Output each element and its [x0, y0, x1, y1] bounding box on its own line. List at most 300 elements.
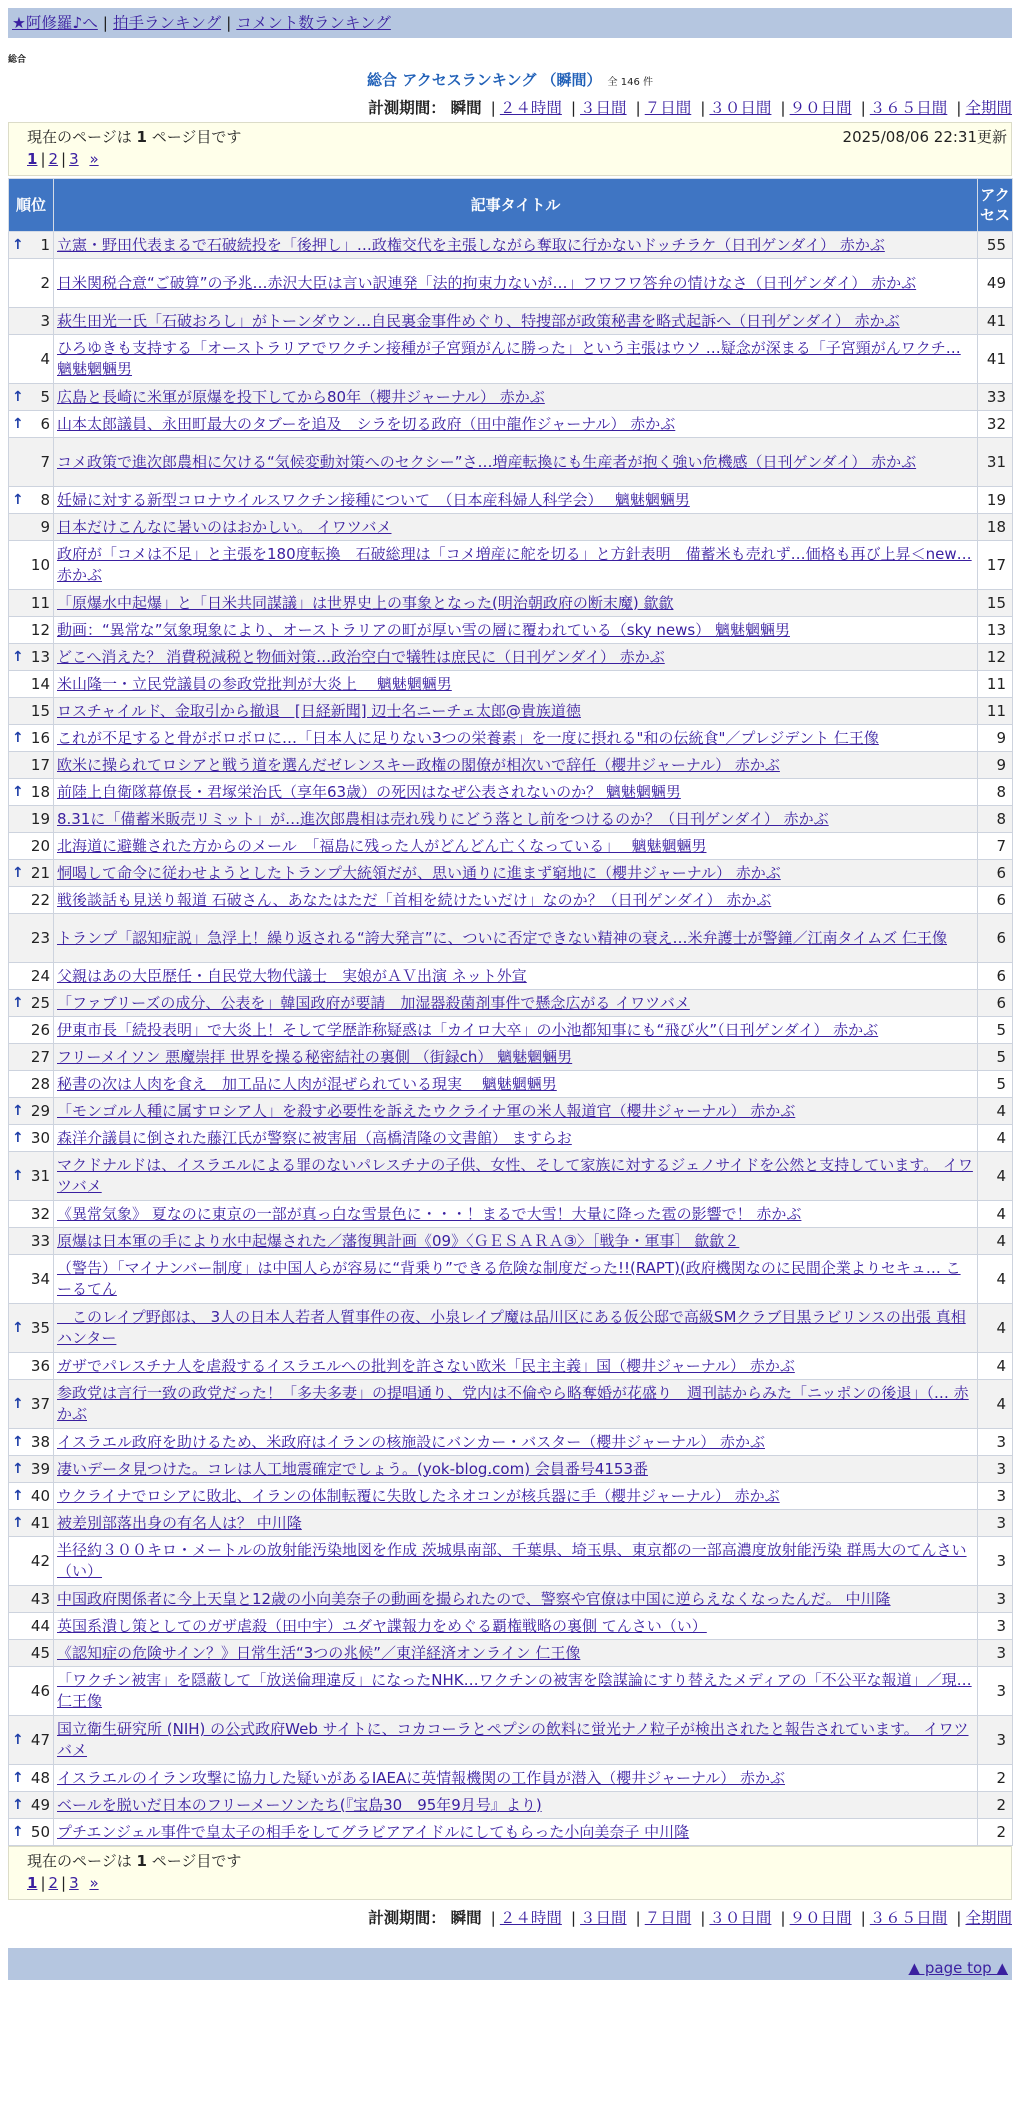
article-link[interactable]: ロスチャイルド、金取引から撤退 [日経新聞] 辺士名ニーチェ太郎@貴族道徳 [57, 701, 581, 720]
table-row [9, 725, 1013, 752]
article-link[interactable]: 中国政府関係者に今上天皇と12歳の小向美奈子の動画を撮られたので、警察や官僚は中国に逆らえなくなったんだ。 中川隆 [57, 1589, 891, 1608]
access-count: 6 [978, 963, 1013, 990]
period-link-90d[interactable]: ９０日間 [789, 99, 852, 117]
period-label: 計測期間： [368, 99, 446, 117]
access-count: 4 [978, 1255, 1013, 1304]
table-row [9, 1537, 1013, 1586]
rank-number: 8 [40, 490, 50, 509]
article-link[interactable]: 動画：“異常な”気象現象により、オーストラリアの町が厚い雪の層に覆われている（sky news） 魑魅魍魎男 [57, 620, 790, 639]
table-row [9, 232, 1013, 259]
rank-up-arrow-icon: ↑ [12, 864, 24, 881]
article-link[interactable]: 日米関税合意“ご破算”の予兆…赤沢大臣は言い訳連発「法的拘束力ないが…」フワフワ答弁の情けなさ（日刊ゲンダイ） 赤かぶ [57, 273, 917, 292]
table-row [9, 833, 1013, 860]
title-cell [54, 1071, 978, 1098]
rank-cell [9, 1152, 54, 1201]
access-count: 3 [978, 1456, 1013, 1483]
article-link[interactable]: ベールを脱いだ日本のフリーメーソンたち(『宝島30 95年9月号』より) [57, 1795, 542, 1814]
rank-up-arrow-icon: ↑ [12, 1487, 24, 1504]
title-cell [54, 487, 978, 514]
table-row [9, 1152, 1013, 1201]
period-current: 瞬間 [450, 99, 482, 117]
title-cell [54, 1353, 978, 1380]
rank-number: 13 [30, 647, 50, 666]
table-row [9, 1353, 1013, 1380]
access-count: 2 [978, 1792, 1013, 1819]
rank-number: 11 [30, 593, 50, 612]
rank-number: 15 [30, 701, 50, 720]
access-count: 2 [978, 1765, 1013, 1792]
rank-up-arrow-icon: ↑ [12, 236, 24, 253]
rank-cell [9, 617, 54, 644]
category-label: 総合 [8, 55, 27, 65]
rank-cell [9, 725, 54, 752]
table-row [9, 308, 1013, 335]
article-link[interactable]: トランプ「認知症説」急浮上！繰り返される“誇大発言”に、ついに否定できない精神の衰え…米弁護士が警鐘／江南タイムズ 仁王像 [57, 928, 948, 947]
rank-number: 22 [30, 890, 50, 909]
page-title: 総合 アクセスランキング （瞬間） [367, 71, 602, 89]
article-link[interactable]: 秘書の次は人肉を食え 加工品に人肉が混ぜられている現実 魑魅魍魎男 [57, 1074, 557, 1093]
rank-up-arrow-icon: ↑ [12, 1823, 24, 1840]
table-row [9, 914, 1013, 963]
page-link-1[interactable]: 1 [27, 1874, 38, 1892]
rank-number: 33 [30, 1231, 50, 1250]
article-link[interactable]: 欧米に操られてロシアと戦う道を選んだゼレンスキー政権の閣僚が相次いで辞任（櫻井ジャーナル） 赤かぶ [57, 755, 780, 774]
title-cell [54, 590, 978, 617]
access-count: 4 [978, 1353, 1013, 1380]
rank-cell [9, 671, 54, 698]
access-count: 6 [978, 860, 1013, 887]
rank-number: 38 [30, 1432, 50, 1451]
article-link[interactable]: マクドナルドは、イスラエルによる罪のないパレスチナの子供、女性、そして家族に対するジェノサイドを公然と支持しています。 イワツバメ [57, 1156, 973, 1195]
rank-number: 34 [30, 1269, 50, 1288]
period-link-24h[interactable]: ２４時間 [499, 99, 562, 117]
access-count: 6 [978, 887, 1013, 914]
rank-number: 31 [30, 1166, 50, 1185]
rank-cell [9, 438, 54, 487]
period-link-365d[interactable]: ３６５日間 [869, 1909, 948, 1927]
rank-up-arrow-icon: ↑ [12, 1319, 24, 1336]
access-count: 4 [978, 1098, 1013, 1125]
title-cell [54, 1456, 978, 1483]
title-cell [54, 1483, 978, 1510]
table-row [9, 963, 1013, 990]
access-count: 4 [978, 1228, 1013, 1255]
rank-cell [9, 1380, 54, 1429]
period-link-7d[interactable]: ７日間 [644, 1909, 692, 1927]
article-link[interactable]: プチエンジェル事件で皇太子の相手をしてグラビアアイドルにしてもらった小向美奈子 中川隆 [57, 1822, 690, 1841]
page-link-2[interactable]: 2 [48, 150, 59, 168]
article-link[interactable]: 参政党は言行一致の政党だった！「多夫多妻」の提唱通り、党内は不倫やら略奪婚が花盛り 週刊誌からみた「ニッポンの後退」（… 赤かぶ [57, 1384, 969, 1423]
article-link[interactable]: 父親はあの大臣歴任・自民党大物代議士 実娘がＡＶ出演 ネット外宣 [57, 966, 527, 985]
access-count: 41 [978, 308, 1013, 335]
table-row [9, 1429, 1013, 1456]
article-link[interactable]: 妊婦に対する新型コロナウイルスワクチン接種について （日本産科婦人科学会） 魑魅魍魎男 [57, 490, 690, 509]
page-link-2[interactable]: 2 [48, 1874, 59, 1892]
rank-cell [9, 833, 54, 860]
rank-cell [9, 1353, 54, 1380]
page-link-3[interactable]: 3 [69, 1874, 79, 1892]
access-count: 8 [978, 779, 1013, 806]
access-count: 8 [978, 806, 1013, 833]
col-header-access: アクセス [978, 179, 1013, 232]
rank-number: 7 [40, 452, 50, 471]
period-link-3d[interactable]: ３日間 [580, 99, 627, 117]
rank-cell [9, 308, 54, 335]
rank-number: 47 [30, 1730, 50, 1749]
title-cell [54, 1537, 978, 1586]
page-status-suffix: ページ目です [151, 128, 242, 146]
title-cell [54, 1640, 978, 1667]
rank-cell [9, 914, 54, 963]
page-link-next[interactable]: » [89, 1874, 99, 1892]
period-link-365d[interactable]: ３６５日間 [869, 99, 948, 117]
page-link-3[interactable]: 3 [69, 150, 79, 168]
rank-cell [9, 590, 54, 617]
table-row [9, 1792, 1013, 1819]
rank-cell [9, 259, 54, 308]
article-link[interactable]: どこへ消えた？ 消費税減税と物価対策…政治空白で犠牲は庶民に（日刊ゲンダイ） 赤かぶ [57, 647, 665, 666]
access-count: 17 [978, 541, 1013, 590]
title-cell [54, 541, 978, 590]
table-row [9, 1304, 1013, 1353]
rank-cell [9, 1586, 54, 1613]
table-row [9, 1667, 1013, 1716]
article-link[interactable]: 日本だけこんなに暑いのはおかしい。 イワツバメ [57, 517, 392, 536]
article-link[interactable]: 凄いデータ見つけた。コレは人工地震確定でしょう。(yok-blog.com) 会員番号4153番 [57, 1459, 648, 1478]
article-link[interactable]: 被差別部落出身の有名人は？ 中川隆 [57, 1513, 302, 1532]
article-link[interactable]: イスラエルのイラン攻撃に協力した疑いがあるIAEAに英情報機関の工作員が潜入（櫻井ジャーナル） 赤かぶ [57, 1768, 785, 1787]
article-link[interactable]: 原爆は日本軍の手により水中起爆された／藩復興計画《09》〈ＧＥＳＡＲＡ③〉［戦争・軍事］ 歙歙２ [57, 1231, 740, 1250]
title-cell [54, 752, 978, 779]
title-cell [54, 1380, 978, 1429]
page-status-bottom [27, 1850, 997, 1871]
rank-up-arrow-icon: ↑ [12, 1129, 24, 1146]
access-count: 3 [978, 1613, 1013, 1640]
title-cell [54, 308, 978, 335]
pager-bottom [8, 1846, 1012, 1900]
rank-number: 14 [30, 674, 50, 693]
rank-up-arrow-icon: ↑ [12, 415, 24, 432]
table-row [9, 752, 1013, 779]
rank-up-arrow-icon: ↑ [12, 491, 24, 508]
access-count: 4 [978, 1380, 1013, 1429]
rank-cell [9, 411, 54, 438]
article-link[interactable]: 「ファブリーズの成分、公表を」韓国政府が要請 加湿器殺菌剤事件で懸念広がる イワツバメ [57, 993, 690, 1012]
rank-number: 2 [40, 273, 50, 292]
period-link-3d[interactable]: ３日間 [580, 1909, 627, 1927]
access-count: 31 [978, 438, 1013, 487]
article-link[interactable]: （警告）「マイナンバー制度」は中国人らが容易に“背乗り”できる危険な制度だった!!(RAPT)(政府機関なのに民間企業よりセキュ… こーるてん [57, 1259, 961, 1298]
rank-number: 10 [30, 555, 50, 574]
access-count: 3 [978, 1537, 1013, 1586]
rank-cell [9, 1667, 54, 1716]
title-cell [54, 1429, 978, 1456]
rank-cell [9, 1640, 54, 1667]
access-count: 2 [978, 1819, 1013, 1846]
rank-number: 35 [30, 1318, 50, 1337]
applause-ranking-link[interactable]: 拍手ランキング [113, 14, 222, 32]
page-link-next[interactable]: » [89, 150, 99, 168]
period-link-7d[interactable]: ７日間 [644, 99, 692, 117]
table-header-row [9, 179, 1013, 232]
period-selector-top: 計測期間： 瞬間 | ２４時間 | ３日間 | ７日間 | ３０日間 | ９０日間 | ３６５日間 | 全期間 [368, 99, 1012, 117]
table-row [9, 1380, 1013, 1429]
rank-up-arrow-icon: ↑ [12, 648, 24, 665]
access-count: 32 [978, 411, 1013, 438]
rank-cell [9, 335, 54, 384]
table-row [9, 1483, 1013, 1510]
access-count: 3 [978, 1667, 1013, 1716]
title-cell [54, 1228, 978, 1255]
article-link[interactable]: 半径約３００キロ・メートルの放射能汚染地図を作成 茨城県南部、千葉県、埼玉県、東京都の一部高濃度放射能汚染 群馬大のてんさい（い） [57, 1541, 967, 1580]
access-count: 11 [978, 671, 1013, 698]
period-label: 計測期間： [368, 1909, 446, 1927]
article-link[interactable]: 英国系潰し策としてのガザ虐殺（田中宇）ユダヤ諜報力をめぐる覇権戦略の裏側 てんさい（い） [57, 1616, 707, 1635]
rank-number: 30 [30, 1128, 50, 1147]
article-link[interactable]: 「原爆水中起爆」と「日米共同謀議」は世界史上の事象となった(明治朝政府の断末魔) 歙歙 [57, 593, 674, 612]
rank-number: 19 [30, 809, 50, 828]
rank-number: 1 [40, 235, 50, 254]
article-link[interactable]: 8.31に「備蓄米販売リミット」が…進次郎農相は売れ残りにどう落とし前をつけるのか？（日刊ゲンダイ） 赤かぶ [57, 809, 829, 828]
title-cell [54, 1613, 978, 1640]
title-cell [54, 644, 978, 671]
table-row [9, 1716, 1013, 1765]
updated-timestamp: 2025/08/06 22:31更新 [842, 128, 1007, 146]
rank-up-arrow-icon: ↑ [12, 1731, 24, 1748]
rank-up-arrow-icon: ↑ [12, 1796, 24, 1813]
table-row [9, 1228, 1013, 1255]
rank-cell [9, 990, 54, 1017]
rank-number: 44 [30, 1616, 50, 1635]
rank-number: 45 [30, 1643, 50, 1662]
table-row [9, 1765, 1013, 1792]
period-link-all[interactable]: 全期間 [965, 99, 1012, 117]
article-link[interactable]: コメ政策で進次郎農相に欠ける“気候変動対策へのセクシー”さ…増産転換にも生産者が抱く強い危機感（日刊ゲンダイ） 赤かぶ [57, 452, 917, 471]
access-count: 15 [978, 590, 1013, 617]
article-link[interactable]: 森洋介議員に倒された藤江氏が警察に被害届（高橋清隆の文書館） ますらお [57, 1128, 572, 1147]
rank-cell [9, 1255, 54, 1304]
rank-cell [9, 232, 54, 259]
table-row [9, 411, 1013, 438]
article-link[interactable]: フリーメイソン 悪魔崇拝 世界を操る秘密結社の裏側 （街録ch） 魑魅魍魎男 [57, 1047, 573, 1066]
title-cell [54, 1098, 978, 1125]
access-count: 3 [978, 1586, 1013, 1613]
rank-number: 29 [30, 1101, 50, 1120]
title-cell [54, 1304, 978, 1353]
page-link-1[interactable]: 1 [27, 150, 38, 168]
period-link-90d[interactable]: ９０日間 [789, 1909, 852, 1927]
rank-cell [9, 487, 54, 514]
period-current: 瞬間 [450, 1909, 482, 1927]
title-cell [54, 1792, 978, 1819]
article-link[interactable]: 政府が「コメは不足」と主張を180度転換 石破総理は「コメ増産に舵を切る」と方針表明 備蓄米も売れず…価格も再び上昇＜new… 赤かぶ [57, 545, 972, 584]
pagination: 1 | 2 | 3 » [27, 150, 99, 168]
title-cell [54, 1152, 978, 1201]
access-count: 9 [978, 752, 1013, 779]
table-row [9, 541, 1013, 590]
article-link[interactable]: 萩生田光一氏「石破おろし」がトーンダウン…自民裏金事件めぐり、特捜部が政策秘書を略式起訴へ（日刊ゲンダイ） 赤かぶ [57, 311, 900, 330]
rank-cell [9, 1429, 54, 1456]
title-cell [54, 617, 978, 644]
title-cell [54, 335, 978, 384]
table-row [9, 514, 1013, 541]
bottom-bar [8, 1948, 1012, 1980]
access-count: 4 [978, 1304, 1013, 1353]
access-count: 33 [978, 384, 1013, 411]
access-count: 4 [978, 1152, 1013, 1201]
rank-up-arrow-icon: ↑ [12, 783, 24, 800]
article-link[interactable]: 「ワクチン被害」を隠蔽して「放送倫理違反」になったNHK…ワクチンの被害を陰謀論にすり替えたメディアの「不公平な報道」／現… 仁王像 [57, 1671, 972, 1710]
title-cell [54, 914, 978, 963]
rank-number: 39 [30, 1459, 50, 1478]
rank-cell [9, 1044, 54, 1071]
table-row [9, 1640, 1013, 1667]
rank-number: 26 [30, 1020, 50, 1039]
rank-up-arrow-icon: ↑ [12, 994, 24, 1011]
article-link[interactable]: 広島と長崎に米軍が原爆を投下してから80年（櫻井ジャーナル） 赤かぶ [57, 387, 545, 406]
article-link[interactable]: 米山隆一・立民党議員の参政党批判が大炎上 魑魅魍魎男 [57, 674, 452, 693]
table-row [9, 644, 1013, 671]
access-count: 4 [978, 1201, 1013, 1228]
article-link[interactable]: 恫喝して命令に従わせようとしたトランプ大統領だが、思い通りに進まず窮地に（櫻井ジャーナル） 赤かぶ [57, 863, 781, 882]
table-row [9, 990, 1013, 1017]
article-link[interactable]: 前陸上自衛隊幕僚長・君塚栄治氏（享年63歳）の死因はなぜ公表されないのか？ 魑魅魍魎男 [57, 782, 681, 801]
rank-up-arrow-icon: ↑ [12, 1102, 24, 1119]
table-row [9, 698, 1013, 725]
access-count: 3 [978, 1640, 1013, 1667]
title-cell [54, 1819, 978, 1846]
access-count: 5 [978, 1017, 1013, 1044]
table-row [9, 1255, 1013, 1304]
rank-number: 48 [30, 1768, 50, 1787]
title-cell [54, 438, 978, 487]
title-cell [54, 887, 978, 914]
access-count: 41 [978, 335, 1013, 384]
rank-cell [9, 1613, 54, 1640]
table-row [9, 779, 1013, 806]
table-row [9, 1071, 1013, 1098]
table-row [9, 438, 1013, 487]
col-header-rank: 順位 [9, 179, 54, 232]
period-link-30d[interactable]: ３０日間 [709, 1909, 772, 1927]
article-link[interactable]: 北海道に避難された方からのメール 「福島に残った人がどんどん亡くなっている」 魑魅魍魎男 [57, 836, 707, 855]
rank-cell [9, 887, 54, 914]
table-row [9, 860, 1013, 887]
table-row [9, 1098, 1013, 1125]
rank-cell [9, 1456, 54, 1483]
rank-number: 43 [30, 1589, 50, 1608]
rank-up-arrow-icon: ↑ [12, 1769, 24, 1786]
title-cell [54, 806, 978, 833]
table-row [9, 887, 1013, 914]
title-cell [54, 1667, 978, 1716]
table-row [9, 617, 1013, 644]
article-link[interactable]: ひろゆきも支持する「オーストラリアでワクチン接種が子宮頸がんに勝った」という主張はウソ …疑念が深まる「子宮頸がんワクチ… 魑魅魍魎男 [57, 339, 961, 378]
title-cell [54, 259, 978, 308]
rank-number: 12 [30, 620, 50, 639]
table-row [9, 1201, 1013, 1228]
rank-number: 24 [30, 966, 50, 985]
rank-number: 32 [30, 1204, 50, 1223]
rank-number: 5 [40, 387, 50, 406]
rank-cell [9, 1098, 54, 1125]
period-link-30d[interactable]: ３０日間 [709, 99, 772, 117]
rank-cell [9, 1017, 54, 1044]
table-row [9, 1510, 1013, 1537]
rank-cell [9, 1071, 54, 1098]
article-link[interactable]: 戦後談話も見送り報道 石破さん、あなたはただ「首相を続けたいだけ」なのか？（日刊ゲンダイ） 赤かぶ [57, 890, 772, 909]
rank-cell [9, 860, 54, 887]
rank-number: 18 [30, 782, 50, 801]
rank-number: 6 [40, 414, 50, 433]
access-count: 3 [978, 1429, 1013, 1456]
article-link[interactable]: ウクライナでロシアに敗北、イランの体制転覆に失敗したネオコンが核兵器に手（櫻井ジャーナル） 赤かぶ [57, 1486, 780, 1505]
rank-number: 42 [30, 1551, 50, 1570]
title-cell [54, 1510, 978, 1537]
table-row [9, 806, 1013, 833]
col-header-title: 記事タイトル [54, 179, 978, 232]
article-link[interactable]: 立憲・野田代表まるで石破続投を「後押し」…政権交代を主張しながら奪取に行かないドッチラケ（日刊ゲンダイ） 赤かぶ [57, 235, 885, 254]
rank-cell [9, 1125, 54, 1152]
period-link-24h[interactable]: ２４時間 [499, 1909, 562, 1927]
page-status-prefix: 現在のページは [27, 1852, 132, 1870]
rank-number: 41 [30, 1513, 50, 1532]
article-link[interactable]: 伊東市長「続投表明」で大炎上！そして学歴詐称疑惑は「カイロ大卒」の小池都知事にも“飛び火”（日刊ゲンダイ） 赤かぶ [57, 1020, 879, 1039]
article-link[interactable]: このレイプ野郎は、 3人の日本人若者人質事件の夜、小泉レイプ魔は品川区にある仮公邸で高級SMクラブ目黒ラビリンスの出張 真相ハンター [57, 1308, 966, 1347]
table-row [9, 1613, 1013, 1640]
rank-cell [9, 752, 54, 779]
rank-up-arrow-icon: ↑ [12, 388, 24, 405]
title-cell [54, 514, 978, 541]
table-row [9, 1125, 1013, 1152]
comment-ranking-link[interactable]: コメント数ランキング [236, 14, 391, 32]
access-count: 5 [978, 1071, 1013, 1098]
page-top-link[interactable]: ▲ page top ▲ [908, 1959, 1008, 1977]
article-link[interactable]: 国立衛生研究所 (NIH) の公式政府Web サイトに、コカコーラとペプシの飲料に蛍光ナノ粒子が検出されたと報告されています。 イワツバメ [57, 1720, 969, 1759]
table-row [9, 1586, 1013, 1613]
pager-top [8, 122, 1012, 176]
article-link[interactable]: これが不足すると骨がボロボロに…「日本人に足りない3つの栄養素」を一度に摂れる"和の伝統食"／プレジデント 仁王像 [57, 728, 879, 747]
title-cell [54, 779, 978, 806]
table-row [9, 1456, 1013, 1483]
article-link[interactable]: イスラエル政府を助けるため、米政府はイランの核施設にバンカー・バスター（櫻井ジャーナル） 赤かぶ [57, 1432, 765, 1451]
rank-number: 25 [30, 993, 50, 1012]
rank-up-arrow-icon: ↑ [12, 1167, 24, 1184]
table-row [9, 590, 1013, 617]
rank-number: 23 [30, 928, 50, 947]
article-link[interactable]: 「モンゴル人種に属すロシア人」を殺す必要性を訴えたウクライナ軍の米人報道官（櫻井ジャーナル） 赤かぶ [57, 1101, 796, 1120]
rank-number: 17 [30, 755, 50, 774]
pagination-bottom: 1 | 2 | 3 » [27, 1874, 99, 1892]
home-link[interactable]: ★阿修羅♪へ [12, 14, 98, 32]
article-link[interactable]: ガザでパレスチナ人を虐殺するイスラエルへの批判を許さない欧米「民主主義」国（櫻井ジャーナル） 赤かぶ [57, 1356, 795, 1375]
page-heading [0, 69, 1020, 90]
rank-cell [9, 806, 54, 833]
article-link[interactable]: 《異常気象》 夏なのに東京の一部が真っ白な雪景色に・・・！まるで大雪！大量に降った雹の影響で！ 赤かぶ [57, 1204, 802, 1223]
title-cell [54, 833, 978, 860]
title-cell [54, 1765, 978, 1792]
article-link[interactable]: 山本太郎議員、永田町最大のタブーを追及 シラを切る政府（田中龍作ジャーナル） 赤かぶ [57, 414, 676, 433]
total-count: 全 146 件 [607, 77, 653, 88]
ranking-table [8, 178, 1013, 1846]
rank-up-arrow-icon: ↑ [12, 729, 24, 746]
rank-cell [9, 644, 54, 671]
title-cell [54, 1716, 978, 1765]
rank-up-arrow-icon: ↑ [12, 1460, 24, 1477]
article-link[interactable]: 《認知症の危険サイン？》日常生活“3つの兆候”／東洋経済オンライン 仁王像 [57, 1643, 581, 1662]
period-link-all[interactable]: 全期間 [965, 1909, 1012, 1927]
rank-cell [9, 384, 54, 411]
